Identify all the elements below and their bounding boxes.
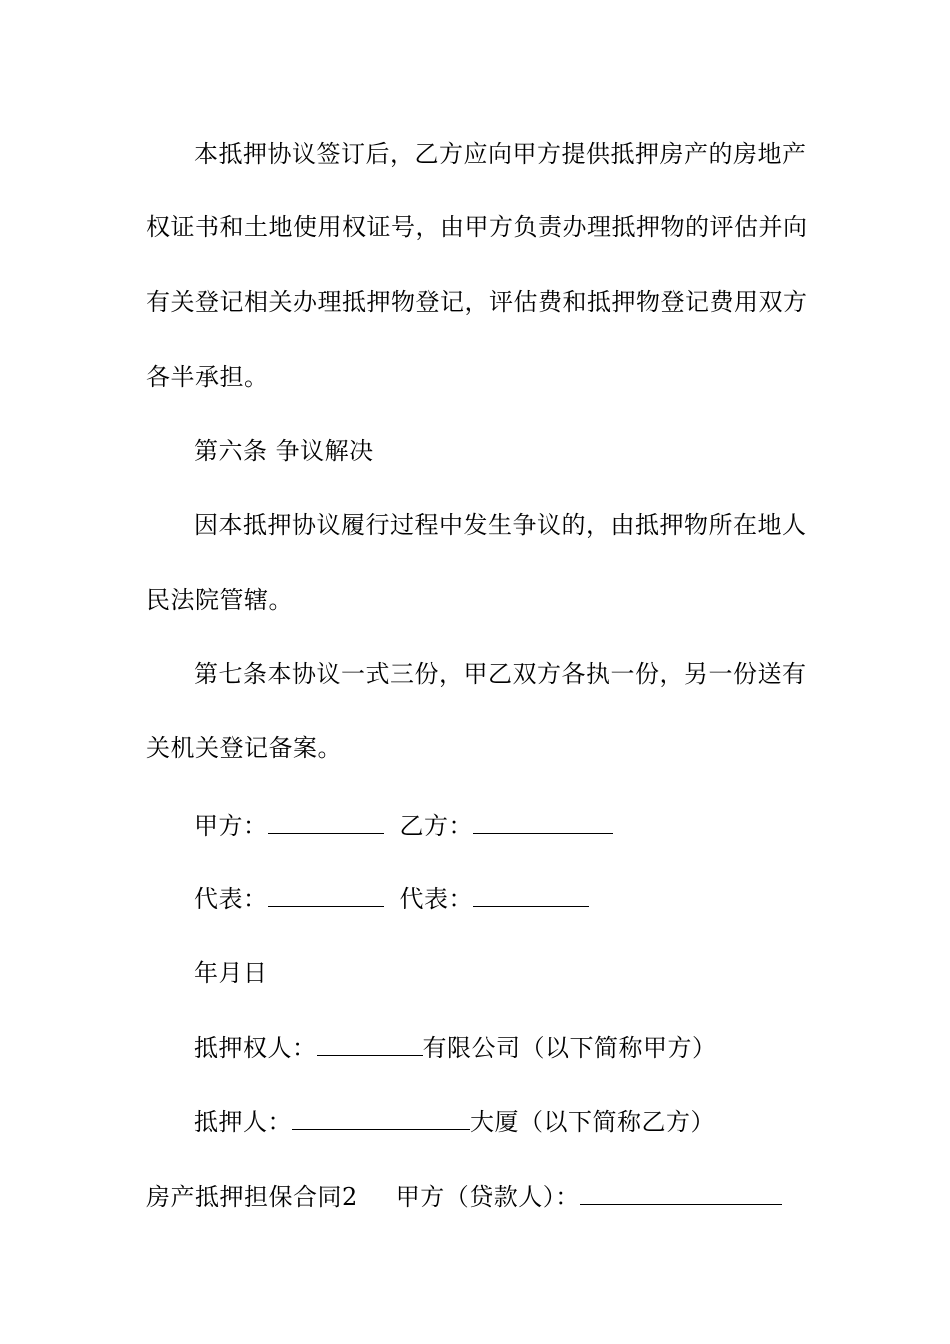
lender-blank[interactable] [580, 1182, 782, 1205]
rep-a-blank[interactable] [268, 884, 384, 907]
mortgagee-line [194, 1033, 717, 1063]
rep-b-blank[interactable] [473, 884, 589, 907]
paragraph-line: 权证书和土地使用权证号，由甲方负责办理抵押物的评估并向 [146, 213, 808, 241]
mortgagor-suffix: 大厦（以下简称乙方） [470, 1108, 715, 1136]
contract2-title: 房产抵押担保合同2 [146, 1183, 358, 1211]
party-b-label: 乙方： [399, 812, 473, 840]
article-heading: 第六条 争议解决 [194, 437, 374, 465]
mortgagor-blank[interactable] [292, 1107, 470, 1130]
mortgagee-blank[interactable] [317, 1033, 423, 1056]
paragraph-line: 各半承担。 [146, 363, 269, 391]
paragraph-line: 关机关登记备案。 [146, 734, 342, 762]
paragraph-line: 第七条本协议一式三份，甲乙双方各执一份，另一份送有 [194, 660, 807, 688]
paragraph-line: 本抵押协议签订后，乙方应向甲方提供抵押房产的房地产 [194, 140, 807, 168]
rep-a-label: 代表： [194, 885, 268, 913]
rep-b-label: 代表： [399, 885, 473, 913]
party-a-blank[interactable] [268, 811, 384, 834]
mortgagee-label: 抵押权人： [194, 1034, 317, 1062]
party-b-blank[interactable] [473, 811, 613, 834]
lender-label: 甲方（贷款人）： [395, 1183, 580, 1211]
mortgagor-label: 抵押人： [194, 1108, 292, 1136]
mortgagor-line [194, 1107, 715, 1137]
paragraph-line: 因本抵押协议履行过程中发生争议的，由抵押物所在地人 [194, 511, 807, 539]
party-signature-row [194, 811, 613, 841]
representative-signature-row [194, 884, 589, 914]
contract2-title-line [146, 1182, 782, 1212]
mortgagee-suffix: 有限公司（以下简称甲方） [422, 1034, 717, 1062]
date-line: 年月日 [194, 959, 268, 987]
paragraph-line: 有关登记相关办理抵押物登记，评估费和抵押物登记费用双方 [146, 288, 808, 316]
party-a-label: 甲方： [194, 812, 268, 840]
paragraph-line: 民法院管辖。 [146, 586, 293, 614]
